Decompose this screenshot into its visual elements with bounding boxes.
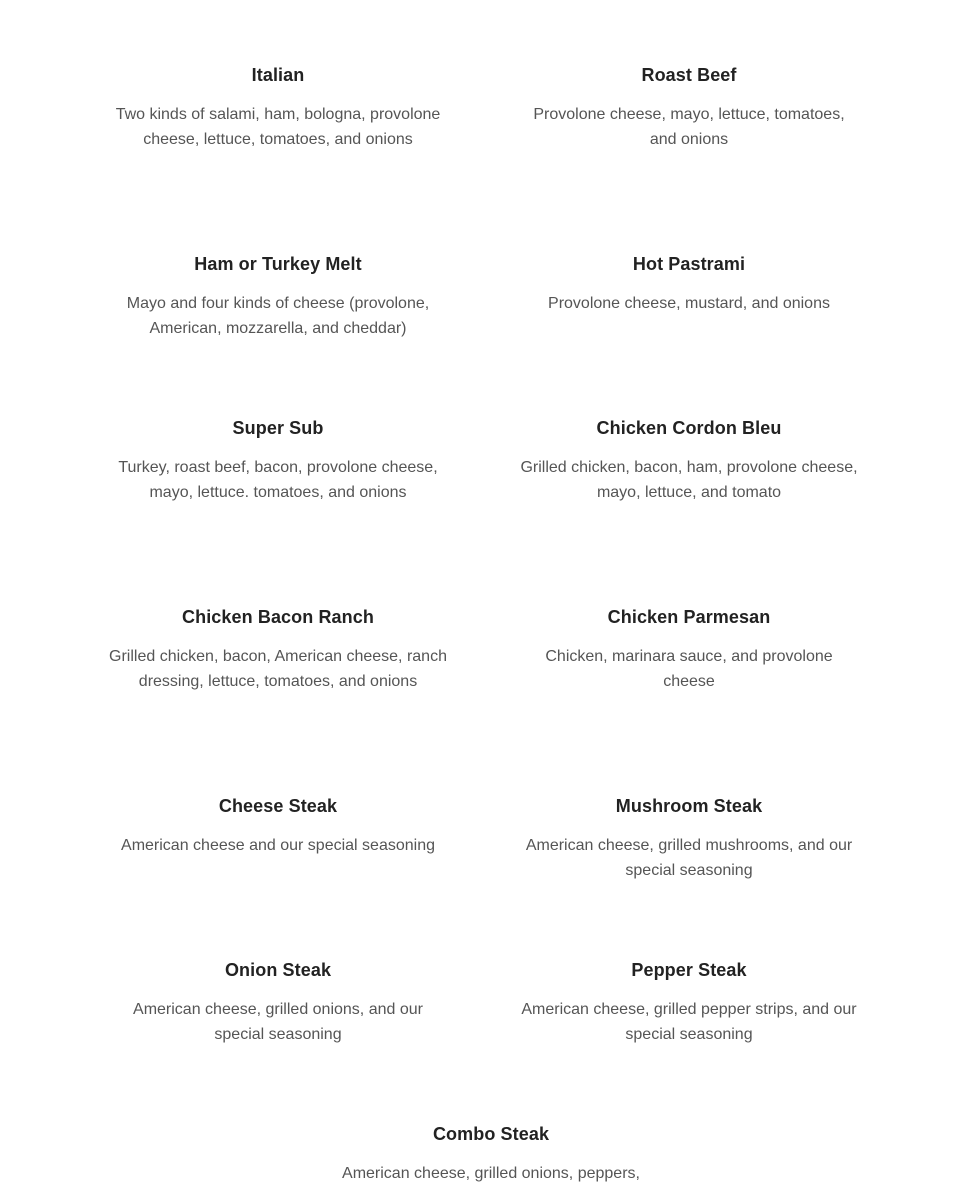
menu-item-name: Chicken Cordon Bleu <box>596 418 782 438</box>
menu-item-name: Mushroom Steak <box>615 796 763 816</box>
menu-item-description: Grilled chicken, bacon, American cheese, ranch dressing, lettuce, tomatoes, and onions <box>109 648 447 690</box>
menu-item-chicken-cordon-bleu <box>519 417 859 505</box>
menu-item-name: Roast Beef <box>641 65 737 85</box>
menu-item-description: Provolone cheese, mayo, lettuce, tomatoes, and onions <box>533 106 845 148</box>
menu-item-hot-pastrami <box>519 253 859 316</box>
menu-item-description: American cheese, grilled mushrooms, and our special seasoning <box>525 837 853 879</box>
menu-item-name: Onion Steak <box>224 960 332 980</box>
menu-item-name: Cheese Steak <box>218 796 338 816</box>
menu-item-description: Grilled chicken, bacon, ham, provolone cheese, mayo, lettuce, and tomato <box>520 459 858 501</box>
menu-item-description: American cheese, grilled onions, peppers, <box>342 1165 640 1182</box>
menu-item-ham-or-turkey-melt <box>108 253 448 341</box>
menu-item-name: Ham or Turkey Melt <box>194 254 362 274</box>
menu-item-mushroom-steak <box>519 795 859 883</box>
menu-item-name: Chicken Parmesan <box>607 607 771 627</box>
menu-item-name: Hot Pastrami <box>632 254 746 274</box>
menu-item-super-sub <box>108 417 448 505</box>
menu-item-description: Mayo and four kinds of cheese (provolone, American, mozzarella, and cheddar) <box>126 295 430 337</box>
menu-item-pepper-steak <box>519 959 859 1047</box>
menu-item-cheese-steak <box>108 795 448 858</box>
menu-item-chicken-bacon-ranch <box>108 606 448 694</box>
menu-item-name: Combo Steak <box>432 1124 550 1144</box>
menu-item-description: American cheese, grilled onions, and our special seasoning <box>133 1001 423 1043</box>
menu-item-description: American cheese, grilled pepper strips, and our special seasoning <box>521 1001 857 1043</box>
menu-item-combo-steak <box>321 1123 661 1186</box>
menu-item-chicken-parmesan <box>519 606 859 694</box>
menu-item-onion-steak <box>108 959 448 1047</box>
menu-item-description: Provolone cheese, mustard, and onions <box>548 295 830 312</box>
menu-item-description: Two kinds of salami, ham, bologna, provolone cheese, lettuce, tomatoes, and onions <box>115 106 441 148</box>
menu-item-name: Italian <box>251 65 305 85</box>
menu-item-name: Chicken Bacon Ranch <box>182 607 374 627</box>
menu-item-description: Chicken, marinara sauce, and provolone cheese <box>545 648 833 690</box>
menu-item-roast-beef <box>519 64 859 152</box>
menu-item-name: Pepper Steak <box>631 960 747 980</box>
menu-item-italian <box>108 64 448 152</box>
menu-item-name: Super Sub <box>232 418 324 438</box>
menu-item-description: Turkey, roast beef, bacon, provolone cheese, mayo, lettuce. tomatoes, and onions <box>118 459 438 501</box>
menu-item-description: American cheese and our special seasoning <box>121 837 435 854</box>
